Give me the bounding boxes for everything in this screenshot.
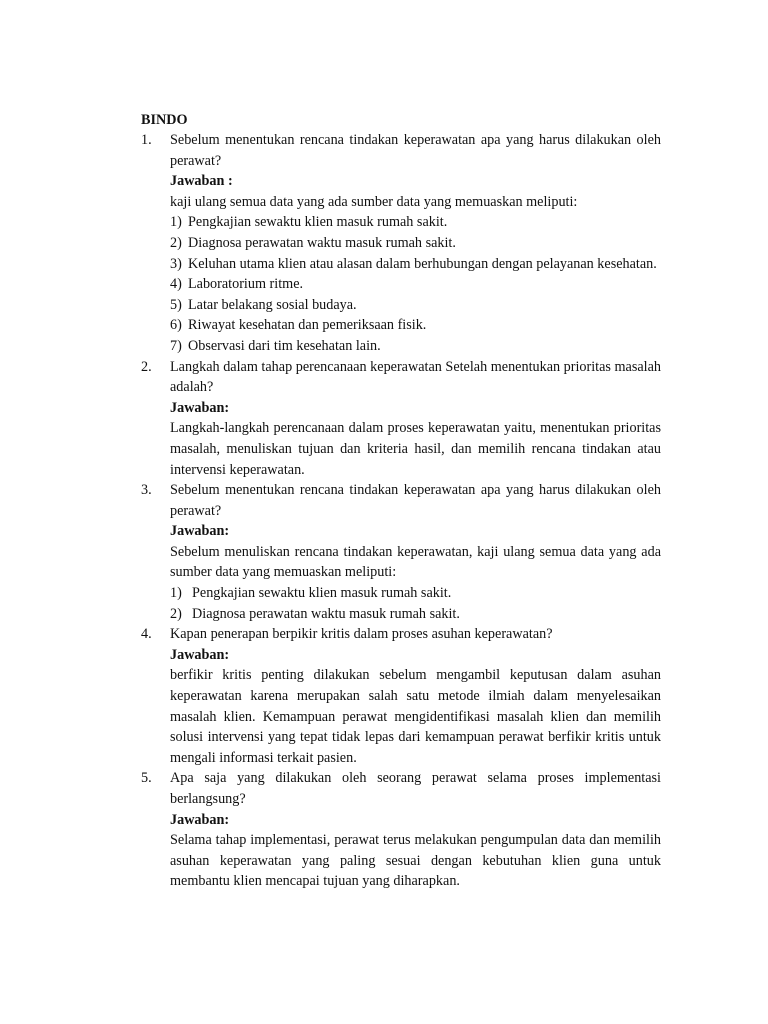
- sub-list-item: [170, 254, 661, 275]
- sub-item-text: Laboratorium ritme.: [188, 276, 304, 293]
- answer-text: Sebelum menuliskan rencana tindakan keperawatan, kaji ulang semua data yang ada sumber data yang memuaskan meliputi:: [170, 543, 661, 581]
- sub-item-number: 7): [170, 337, 182, 354]
- sub-item-text: Pengkajian sewaktu klien masuk rumah sakit.: [192, 585, 452, 602]
- sub-list-item: [170, 583, 661, 604]
- sub-item-number: 5): [170, 296, 182, 313]
- sub-item-text: Pengkajian sewaktu klien masuk rumah sakit.: [188, 214, 448, 231]
- sub-item-number: 3): [170, 255, 182, 272]
- answer-text: kaji ulang semua data yang ada sumber data yang memuaskan meliputi:: [170, 193, 578, 210]
- sub-list-item: [170, 336, 661, 357]
- answer-label: Jawaban :: [170, 173, 233, 190]
- sub-item-number: 2): [170, 234, 182, 251]
- sub-list-item: [170, 604, 661, 625]
- sub-item-text: Observasi dari tim kesehatan lain.: [188, 337, 381, 354]
- sub-item-number: 1): [170, 585, 182, 602]
- sub-item-text: Keluhan utama klien atau alasan dalam berhubungan dengan pelayanan kesehatan.: [188, 255, 657, 272]
- question-text: Sebelum menentukan rencana tindakan keperawatan apa yang harus dilakukan oleh perawat?: [170, 132, 661, 169]
- sub-item-text: Latar belakang sosial budaya.: [188, 296, 357, 313]
- sub-list-item: [170, 295, 661, 316]
- sub-item-number: 2): [170, 605, 182, 622]
- answer-label: Jawaban:: [170, 523, 230, 540]
- question-text: Apa saja yang dilakukan oleh seorang perawat selama proses implementasi berlangsung?: [170, 770, 661, 807]
- question-item: [141, 357, 661, 481]
- sub-item-number: 6): [170, 317, 182, 334]
- answer-text: berfikir kritis penting dilakukan sebelum mengambil keputusan dalam asuhan keperawatan karena merupakan salah satu metode ilmiah dalam menyelesaikan masalah klien. Kemampuan perawat mengidentifikasi masalah klien dan memilih solusi intervensi yang tepat tidak lepas dari kemampuan perawat berfikir kritis untuk mengali informasi terkait pasien.: [170, 667, 661, 766]
- sub-item-number: 4): [170, 276, 182, 293]
- sub-item-text: Diagnosa perawatan waktu masuk rumah sakit.: [188, 234, 456, 251]
- answer-label: Jawaban:: [170, 646, 230, 663]
- answer-label: Jawaban:: [170, 399, 230, 416]
- document-title: BINDO: [141, 112, 188, 128]
- sub-list-item: [170, 315, 661, 336]
- question-item: [141, 624, 661, 768]
- question-item: [141, 768, 661, 892]
- answer-sub-list: [170, 212, 661, 356]
- answer-label: Jawaban:: [170, 811, 230, 828]
- question-item: [141, 480, 661, 624]
- sub-list-item: [170, 274, 661, 295]
- question-text: Kapan penerapan berpikir kritis dalam proses asuhan keperawatan?: [170, 626, 553, 643]
- sub-item-text: Diagnosa perawatan waktu masuk rumah sakit.: [192, 605, 460, 622]
- answer-text: Selama tahap implementasi, perawat terus melakukan pengumpulan data dan memilih asuhan keperawatan yang paling sesuai dengan kebutuhan klien guna untuk membantu klien mencapai tujuan yang diharapkan.: [170, 832, 661, 890]
- question-number: 1.: [141, 132, 152, 148]
- question-text: Langkah dalam tahap perencanaan keperawatan Setelah menentukan prioritas masalah adalah?: [170, 358, 661, 396]
- question-number: 5.: [141, 770, 152, 787]
- question-text: Sebelum menentukan rencana tindakan keperawatan apa yang harus dilakukan oleh perawat?: [170, 482, 661, 519]
- sub-list-item: [170, 212, 661, 233]
- sub-item-number: 1): [170, 214, 182, 231]
- answer-sub-list: [170, 583, 661, 624]
- sub-list-item: [170, 233, 661, 254]
- question-list: [141, 130, 661, 892]
- answer-text: Langkah-langkah perencanaan dalam proses keperawatan yaitu, menentukan prioritas masalah, menuliskan tujuan dan kriteria hasil, dan memilih rencana tindakan atau intervensi keperawatan.: [170, 420, 661, 478]
- question-number: 4.: [141, 626, 152, 643]
- question-number: 2.: [141, 358, 152, 375]
- question-number: 3.: [141, 482, 152, 499]
- sub-item-text: Riwayat kesehatan dan pemeriksaan fisik.: [188, 317, 427, 334]
- question-item: [141, 130, 661, 357]
